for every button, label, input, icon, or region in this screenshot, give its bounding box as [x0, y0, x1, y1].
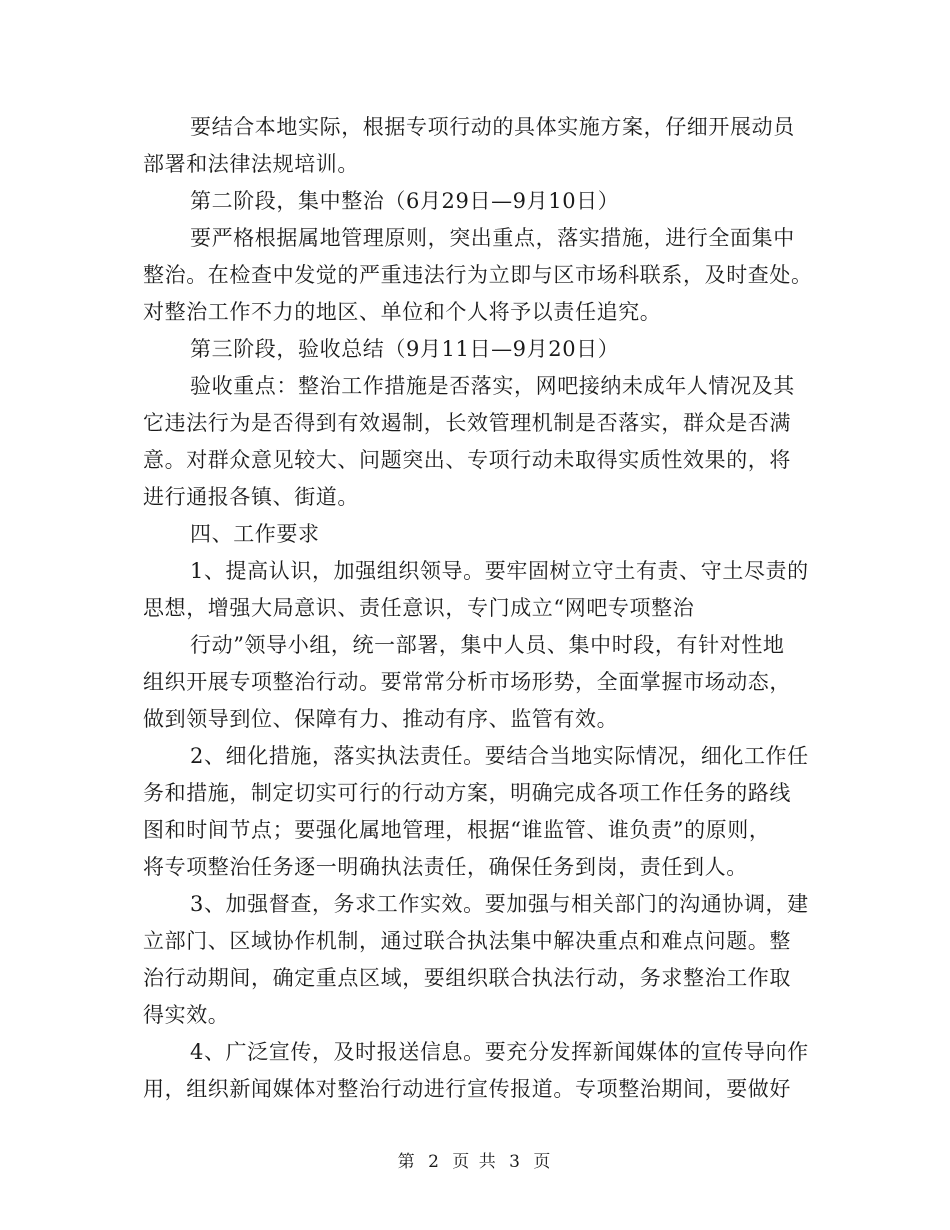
text-line: 它违法行为是否得到有效遏制，长效管理机制是否落实，群众是否满	[143, 411, 791, 435]
footer-middle: 页 共	[452, 1152, 498, 1172]
text-line: 意。对群众意见较大、问题突出、专项行动未取得实质性效果的，将	[143, 448, 791, 472]
text-line: 对整治工作不力的地区、单位和个人将予以责任追究。	[143, 300, 662, 324]
text-line: 进行通报各镇、街道。	[143, 485, 359, 509]
page-footer	[0, 1150, 950, 1174]
footer-prefix: 第	[397, 1152, 417, 1172]
total-page-count: 3	[509, 1152, 522, 1172]
text-line: 用，组织新闻媒体对整治行动进行宣传报道。专项整治期间，要做好	[143, 1077, 791, 1101]
text-line: 整治。在检查中发觉的严重违法行为立即与区市场科联系，及时查处。	[143, 263, 813, 287]
text-line: 做到领导到位、保障有力、推动有序、监管有效。	[143, 707, 619, 731]
current-page-number: 2	[428, 1152, 441, 1172]
text-line: 3、加强督查，务求工作实效。要加强与相关部门的沟通协调，建	[190, 892, 809, 916]
text-line: 立部门、区域协作机制，通过联合执法集中解决重点和难点问题。整	[143, 929, 791, 953]
footer-suffix: 页	[533, 1152, 553, 1172]
text-line: 将专项整治任务逐一明确执法责任，确保任务到岗，责任到人。	[143, 855, 748, 879]
text-line: 治行动期间，确定重点区域，要组织联合执法行动，务求整治工作取	[143, 966, 791, 990]
text-line: 部署和法律法规培训。	[143, 152, 359, 176]
section-heading: 第三阶段，验收总结（9月11日—9月20日）	[190, 337, 620, 361]
text-line: 组织开展专项整治行动。要常常分析市场形势，全面掌握市场动态，	[143, 670, 791, 694]
text-line: 图和时间节点；要强化属地管理，根据“谁监管、谁负责”的原则，	[143, 818, 771, 842]
text-line: 要严格根据属地管理原则，突出重点，落实措施，进行全面集中	[190, 226, 795, 250]
text-line: 思想，增强大局意识、责任意识，专门成立“网吧专项整治	[143, 596, 695, 620]
text-line: 2、细化措施，落实执法责任。要结合当地实际情况，细化工作任	[190, 744, 809, 768]
text-line: 要结合本地实际，根据专项行动的具体实施方案，仔细开展动员	[190, 115, 795, 139]
text-line: 行动”领导小组，统一部署，集中人员、集中时段，有针对性地	[190, 633, 785, 657]
section-heading: 四、工作要求	[190, 522, 320, 546]
text-line: 1、提高认识，加强组织领导。要牢固树立守土有责、守土尽责的	[190, 559, 809, 583]
text-line: 验收重点：整治工作措施是否落实，网吧接纳未成年人情况及其	[190, 374, 795, 398]
section-heading: 第二阶段，集中整治（6月29日—9月10日）	[190, 189, 620, 213]
text-line: 务和措施，制定切实可行的行动方案，明确完成各项工作任务的路线	[143, 781, 791, 805]
text-line: 得实效。	[143, 1003, 230, 1027]
text-line: 4、广泛宣传，及时报送信息。要充分发挥新闻媒体的宣传导向作	[190, 1040, 809, 1064]
